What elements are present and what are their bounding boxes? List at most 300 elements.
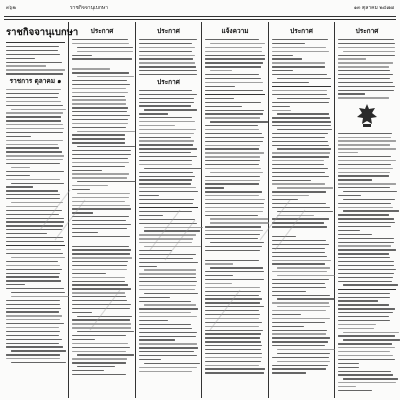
- text-line: [205, 368, 265, 369]
- text-line: [77, 51, 133, 52]
- section-heading: ประกาศ: [157, 77, 180, 86]
- text-line: [11, 183, 64, 184]
- text-line: [338, 156, 391, 157]
- text-line: [272, 183, 325, 184]
- text-line: [77, 131, 135, 132]
- text-line: [205, 365, 259, 366]
- text-line: [72, 273, 106, 274]
- text-line: [72, 72, 129, 73]
- text-line: [272, 302, 329, 303]
- text-line: [205, 98, 234, 99]
- text-line: [72, 212, 93, 213]
- text-line: [72, 84, 130, 85]
- text-line: [6, 124, 63, 125]
- body-text: [272, 236, 331, 373]
- text-line: [338, 55, 395, 56]
- text-line: [72, 158, 128, 159]
- text-line: [139, 140, 194, 141]
- text-line: [72, 166, 125, 167]
- text-line: [72, 208, 131, 209]
- text-line: [205, 211, 263, 212]
- text-line: [205, 314, 260, 315]
- text-line: [6, 315, 62, 316]
- text-line: [144, 304, 197, 305]
- text-line: [139, 359, 161, 360]
- text-line: [343, 191, 397, 192]
- text-line: [343, 284, 398, 285]
- text-line: [11, 296, 69, 297]
- text-line: [272, 66, 325, 67]
- text-line: [6, 358, 60, 359]
- text-line: [205, 90, 263, 91]
- text-line: [338, 308, 395, 309]
- text-line: [205, 195, 259, 196]
- text-line: [272, 357, 329, 358]
- text-line: [338, 230, 360, 231]
- text-line: [72, 228, 127, 229]
- text-line: [139, 219, 195, 220]
- text-line: [205, 234, 260, 235]
- text-line: [144, 363, 200, 364]
- text-line: [338, 152, 358, 153]
- text-line: [205, 345, 262, 346]
- text-line: [72, 265, 127, 266]
- text-line: [139, 351, 194, 352]
- text-line: [6, 186, 33, 187]
- text-line: [6, 136, 31, 137]
- text-line: [205, 39, 259, 40]
- text-line: [338, 47, 395, 48]
- text-line: [338, 363, 359, 364]
- body-text: [6, 46, 65, 75]
- body-text: [338, 133, 396, 286]
- text-column-4: [205, 26, 265, 396]
- text-line: [272, 160, 324, 161]
- text-line: [139, 258, 193, 259]
- body-text: [139, 39, 198, 75]
- text-line: [72, 150, 131, 151]
- text-line: [77, 146, 135, 147]
- text-line: [205, 310, 259, 311]
- text-line: [272, 82, 309, 83]
- text-line: [139, 47, 195, 48]
- text-line: [272, 256, 327, 257]
- text-line: [205, 74, 259, 75]
- text-line: [205, 271, 264, 272]
- text-line: [6, 339, 62, 340]
- text-line: [139, 66, 196, 67]
- text-line: [6, 284, 25, 285]
- text-line: [205, 145, 260, 146]
- text-line: [11, 362, 67, 363]
- text-line: [338, 265, 394, 266]
- text-line: [72, 253, 130, 254]
- text-line: [338, 43, 395, 44]
- text-line: [139, 328, 192, 329]
- text-line: [139, 105, 191, 106]
- text-line: [272, 244, 329, 245]
- text-line: [338, 245, 391, 246]
- text-line: [205, 250, 260, 251]
- text-line: [338, 351, 390, 352]
- text-line: [72, 68, 110, 69]
- text-line: [6, 194, 60, 195]
- text-line: [205, 306, 264, 307]
- text-line: [272, 117, 330, 118]
- text-line: [139, 234, 196, 235]
- text-line: [139, 367, 197, 368]
- text-line: [72, 246, 129, 247]
- text-line: [338, 183, 396, 184]
- section-rule: [205, 94, 265, 95]
- masthead-rule: [6, 42, 65, 43]
- text-line: [6, 261, 58, 262]
- text-line: [338, 62, 393, 63]
- text-line: [277, 353, 330, 354]
- text-line: [139, 203, 193, 204]
- text-line: [72, 362, 126, 363]
- text-line: [205, 263, 233, 264]
- text-line: [205, 141, 263, 142]
- text-line: [205, 283, 232, 284]
- text-line: [272, 260, 331, 261]
- text-line: [205, 191, 262, 192]
- text-line: [139, 343, 197, 344]
- text-line: [272, 152, 330, 153]
- text-line: [338, 58, 366, 59]
- body-text: [272, 39, 331, 83]
- text-line: [205, 106, 242, 107]
- text-line: [139, 191, 198, 192]
- text-line: [139, 98, 194, 99]
- text-line: [338, 218, 394, 219]
- text-line: [72, 111, 127, 112]
- text-line: [72, 261, 128, 262]
- text-column-3: [139, 26, 198, 396]
- text-line: [205, 62, 263, 63]
- text-line: [338, 347, 395, 348]
- text-line: [72, 103, 126, 104]
- text-line: [72, 115, 130, 116]
- text-line: [139, 223, 197, 224]
- text-column-5: [272, 26, 331, 396]
- text-line: [6, 190, 58, 191]
- text-line: [72, 300, 127, 301]
- text-line: [338, 242, 394, 243]
- text-line: [338, 312, 393, 313]
- text-line: [139, 43, 192, 44]
- text-line: [11, 350, 66, 351]
- text-line: [139, 355, 197, 356]
- text-line: [272, 248, 325, 249]
- text-line: [6, 214, 59, 215]
- text-line: [139, 347, 198, 348]
- text-line: [205, 207, 264, 208]
- text-line: [210, 267, 263, 268]
- text-line: [6, 46, 59, 47]
- text-line: [272, 372, 306, 373]
- text-line: [205, 295, 259, 296]
- text-line: [6, 241, 64, 242]
- text-line: [272, 236, 296, 237]
- text-line: [6, 288, 64, 289]
- text-line: [205, 341, 261, 342]
- text-line: [205, 318, 259, 319]
- text-line: [338, 214, 389, 215]
- text-line: [72, 312, 92, 313]
- text-line: [205, 160, 260, 161]
- text-line: [139, 242, 192, 243]
- text-line: [338, 203, 391, 204]
- text-line: [338, 355, 393, 356]
- text-line: [205, 230, 263, 231]
- text-line: [6, 62, 62, 63]
- text-line: [139, 324, 191, 325]
- text-line: [139, 129, 196, 130]
- text-line: [77, 354, 134, 355]
- text-line: [77, 47, 133, 48]
- text-line: [272, 240, 326, 241]
- text-line: [6, 233, 47, 234]
- text-line: [72, 80, 127, 81]
- text-line: [72, 43, 129, 44]
- text-line: [139, 273, 196, 274]
- text-line: [72, 257, 132, 258]
- text-line: [72, 162, 129, 163]
- text-line: [272, 222, 324, 223]
- text-line: [6, 50, 58, 51]
- text-line: [338, 207, 393, 208]
- text-line: [72, 335, 126, 336]
- text-line: [139, 312, 191, 313]
- text-line: [72, 173, 129, 174]
- text-line: [11, 109, 66, 110]
- text-line: [77, 331, 135, 332]
- text-line: [139, 297, 170, 298]
- text-line: [338, 386, 356, 387]
- section-heading: ประกาศ: [290, 27, 313, 35]
- text-line: [205, 226, 261, 227]
- text-line: [139, 113, 168, 114]
- text-line: [272, 365, 328, 366]
- text-column-2: [72, 26, 132, 396]
- text-line: [210, 43, 265, 44]
- text-line: [205, 137, 264, 138]
- text-column-1: [6, 26, 79, 396]
- text-line: [272, 43, 305, 44]
- text-line: [6, 323, 64, 324]
- body-text: [338, 39, 396, 99]
- text-line: [272, 180, 311, 181]
- text-line: [72, 339, 95, 340]
- text-line: [272, 337, 330, 338]
- column-divider: [135, 22, 136, 398]
- text-line: [343, 332, 400, 333]
- text-line: [205, 110, 264, 111]
- text-line: [338, 316, 389, 317]
- text-line: [72, 308, 130, 309]
- text-line: [338, 304, 389, 305]
- text-line: [272, 90, 327, 91]
- text-line: [205, 156, 260, 157]
- text-line: [144, 230, 201, 231]
- text-line: [6, 128, 64, 129]
- text-line: [205, 187, 224, 188]
- section-heading: ราชการ ตุลาคม ๑: [9, 77, 62, 86]
- body-text: [205, 98, 265, 251]
- text-line: [277, 267, 331, 268]
- section-heading: ประกาศ: [157, 27, 180, 35]
- text-line: [205, 333, 261, 334]
- text-line: [205, 291, 261, 292]
- text-line: [272, 310, 326, 311]
- text-line: [72, 189, 90, 190]
- text-line: [338, 86, 395, 87]
- text-line: [205, 176, 260, 177]
- text-line: [139, 183, 191, 184]
- running-title: ราชกิจจานุเบกษา: [69, 5, 108, 11]
- text-line: [72, 288, 131, 289]
- text-line: [6, 97, 58, 98]
- text-line: [205, 215, 258, 216]
- text-line: [272, 74, 327, 75]
- text-line: [139, 332, 197, 333]
- text-line: [272, 133, 328, 134]
- text-line: [338, 371, 391, 372]
- text-line: [343, 378, 398, 379]
- top-rule-thin: [4, 19, 396, 20]
- column-divider: [68, 22, 69, 398]
- text-line: [6, 308, 61, 309]
- text-line: [72, 304, 131, 305]
- text-line: [72, 127, 126, 128]
- text-line: [338, 234, 372, 235]
- text-line: [338, 359, 395, 360]
- text-line: [272, 51, 329, 52]
- text-line: [272, 58, 302, 59]
- text-line: [205, 152, 264, 153]
- text-line: [72, 319, 130, 320]
- text-line: [139, 164, 192, 165]
- text-line: [210, 218, 268, 219]
- text-line: [6, 311, 59, 312]
- text-line: [6, 198, 60, 199]
- text-line: [338, 168, 393, 169]
- text-line: [277, 78, 332, 79]
- text-line: [139, 90, 192, 91]
- text-line: [272, 271, 327, 272]
- text-line: [338, 273, 394, 274]
- text-line: [272, 70, 293, 71]
- text-line: [343, 339, 400, 340]
- column-divider: [334, 22, 335, 398]
- text-line: [6, 319, 60, 320]
- text-line: [205, 180, 260, 181]
- text-line: [338, 253, 389, 254]
- text-line: [139, 301, 191, 302]
- text-line: [205, 82, 263, 83]
- text-line: [139, 320, 168, 321]
- text-line: [205, 203, 264, 204]
- text-line: [272, 330, 327, 331]
- text-line: [277, 215, 315, 216]
- text-line: [272, 172, 325, 173]
- text-line: [277, 275, 336, 276]
- text-line: [139, 289, 195, 290]
- text-line: [205, 86, 235, 87]
- text-line: [139, 308, 198, 309]
- text-line: [338, 261, 394, 262]
- text-line: [6, 335, 59, 336]
- text-line: [72, 224, 131, 225]
- text-line: [6, 221, 64, 222]
- text-line: [272, 191, 326, 192]
- text-line: [272, 333, 326, 334]
- text-line: [139, 215, 163, 216]
- text-line: [343, 51, 395, 52]
- text-line: [72, 123, 128, 124]
- text-line: [277, 98, 331, 99]
- text-line: [338, 297, 390, 298]
- text-line: [272, 341, 328, 342]
- text-line: [6, 89, 61, 90]
- text-line: [11, 292, 66, 293]
- text-line: [338, 195, 361, 196]
- text-line: [139, 133, 194, 134]
- text-line: [6, 147, 59, 148]
- text-line: [338, 179, 372, 180]
- text-line: [272, 318, 330, 319]
- text-line: [205, 322, 262, 323]
- text-line: [72, 154, 131, 155]
- text-line: [338, 74, 393, 75]
- text-line: [205, 58, 265, 59]
- text-line: [272, 39, 328, 40]
- text-line: [139, 254, 196, 255]
- text-line: [139, 211, 192, 212]
- text-line: [6, 101, 61, 102]
- text-line: [277, 211, 333, 212]
- text-line: [338, 97, 389, 98]
- section-heading: ประกาศ: [90, 27, 114, 35]
- text-line: [139, 51, 192, 52]
- text-line: [205, 66, 261, 67]
- section-rule: [338, 289, 396, 290]
- text-line: [139, 187, 196, 188]
- section-rule: [139, 207, 198, 208]
- text-line: [272, 176, 329, 177]
- text-line: [338, 238, 394, 239]
- text-line: [272, 195, 309, 196]
- text-line: [72, 351, 126, 352]
- text-line: [343, 210, 400, 211]
- text-line: [205, 199, 265, 200]
- text-line: [77, 76, 134, 77]
- text-line: [77, 181, 136, 182]
- text-line: [338, 172, 390, 173]
- text-line: [205, 47, 262, 48]
- text-line: [72, 99, 126, 100]
- body-text: [72, 68, 132, 237]
- text-line: [139, 55, 195, 56]
- text-line: [144, 293, 199, 294]
- text-line: [6, 151, 62, 152]
- text-line: [205, 168, 261, 169]
- text-line: [205, 117, 260, 118]
- text-line: [144, 246, 201, 247]
- text-line: [6, 105, 63, 106]
- text-line: [338, 374, 393, 375]
